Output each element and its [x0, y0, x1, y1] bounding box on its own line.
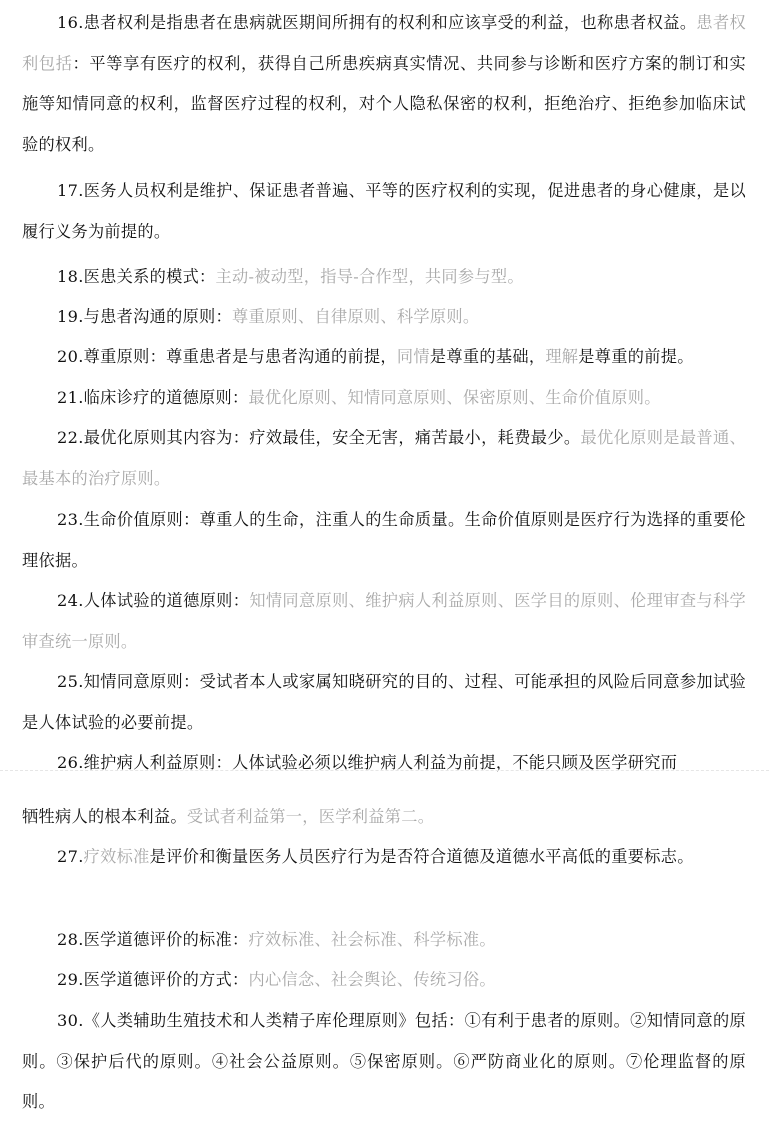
item-17: [22, 171, 746, 252]
item-24-text: 24.人体试验的道德原则：: [57, 591, 250, 611]
item-16-text-rest: ：平等享有医疗的权利，获得自己所患疾病真实情况、共同参与诊断和医疗方案的制订和实施等知情同意的权利，监督医疗过程的权利，对个人隐私保密的权利，拒绝治疗、拒绝参加临床试验的权利。: [22, 53, 747, 154]
item-17-text: 17.医务人员权利是维护、保证患者普遍、平等的医疗权利的实现，促进患者的身心健康，是以履行义务为前提的。: [22, 181, 746, 241]
item-20-text: 20.尊重原则：尊重患者是与患者沟通的前提，: [57, 347, 397, 367]
item-21-text: 21.临床诊疗的道德原则：: [57, 388, 249, 408]
item-27-number: 27.: [57, 847, 84, 867]
item-21-highlight: 最优化原则、知情同意原则、保密原则、生命价值原则。: [248, 388, 661, 408]
item-23: [22, 500, 746, 581]
item-19-text: 19.与患者沟通的原则：: [57, 307, 233, 327]
item-19: [22, 297, 746, 338]
item-23-text: 23.生命价值原则：尊重人的生命，注重人的生命质量。生命价值原则是医疗行为选择的重要伦理依据。: [22, 510, 746, 570]
item-16-text: 16.患者权利是指患者在患病就医期间所拥有的权利和应该享受的利益，也称患者权益。: [57, 13, 697, 33]
item-26-highlight: 受试者利益第一，医学利益第二。: [186, 807, 435, 827]
page-break-divider: [0, 770, 769, 772]
item-30: [22, 1001, 746, 1123]
item-29-text: 29.医学道德评价的方式：: [57, 970, 249, 990]
item-28: [22, 920, 746, 961]
item-21: [22, 378, 746, 419]
item-18: [22, 257, 746, 298]
item-29-highlight: 内心信念、社会舆论、传统习俗。: [248, 970, 496, 990]
item-27-text: 是评价和衡量医务人员医疗行为是否符合道德及道德水平高低的重要标志。: [149, 847, 694, 867]
item-30-text: 30.《人类辅助生殖技术和人类精子库伦理原则》包括：①有利于患者的原则。②知情同意的原则。③保护后代的原则。④社会公益原则。⑤保密原则。⑥严防商业化的原则。⑦伦理监督的原则。: [22, 1011, 746, 1112]
item-22: [22, 418, 746, 499]
item-18-highlight: 主动-被动型，指导-合作型，共同参与型。: [215, 267, 524, 287]
item-24: [22, 581, 746, 662]
item-20: [22, 337, 746, 378]
item-24-highlight: 知情同意原则、维护病人利益原则、医学目的原则、伦理审查与科学审查统一原则。: [22, 591, 746, 651]
item-16-highlight: 患者权利包括: [22, 13, 746, 73]
item-25-text: 25.知情同意原则：受试者本人或家属知晓研究的目的、过程、可能承担的风险后同意参加试验是人体试验的必要前提。: [22, 672, 746, 732]
item-20-highlight-2: 理解: [545, 347, 579, 367]
item-20-text-end: 是尊重的前提。: [578, 347, 694, 367]
item-22-text: 22.最优化原则其内容为：疗效最佳，安全无害，痛苦最小，耗费最少。: [57, 428, 581, 448]
item-26-continued: [22, 797, 746, 838]
item-22-highlight: 最优化原则是最普通、最基本的治疗原则。: [22, 428, 746, 488]
item-16: [22, 3, 746, 165]
item-25: [22, 662, 746, 743]
item-18-text: 18.医患关系的模式：: [57, 267, 216, 287]
item-27: [22, 837, 746, 878]
item-26-continued-text: 牺牲病人的根本利益。: [22, 807, 187, 827]
item-20-highlight: 同情: [396, 347, 430, 367]
item-29: [22, 960, 746, 1001]
item-20-text-mid: 是尊重的基础，: [429, 347, 546, 367]
item-27-highlight: 疗效标准: [83, 847, 150, 867]
item-28-highlight: 疗效标准、社会标准、科学标准。: [248, 930, 496, 950]
item-26-text: 26.维护病人利益原则：人体试验必须以维护病人利益为前提，不能只顾及医学研究而: [57, 753, 678, 773]
item-19-highlight: 尊重原则、自律原则、科学原则。: [232, 307, 480, 327]
item-26: [22, 743, 746, 784]
item-28-text: 28.医学道德评价的标准：: [57, 930, 249, 950]
